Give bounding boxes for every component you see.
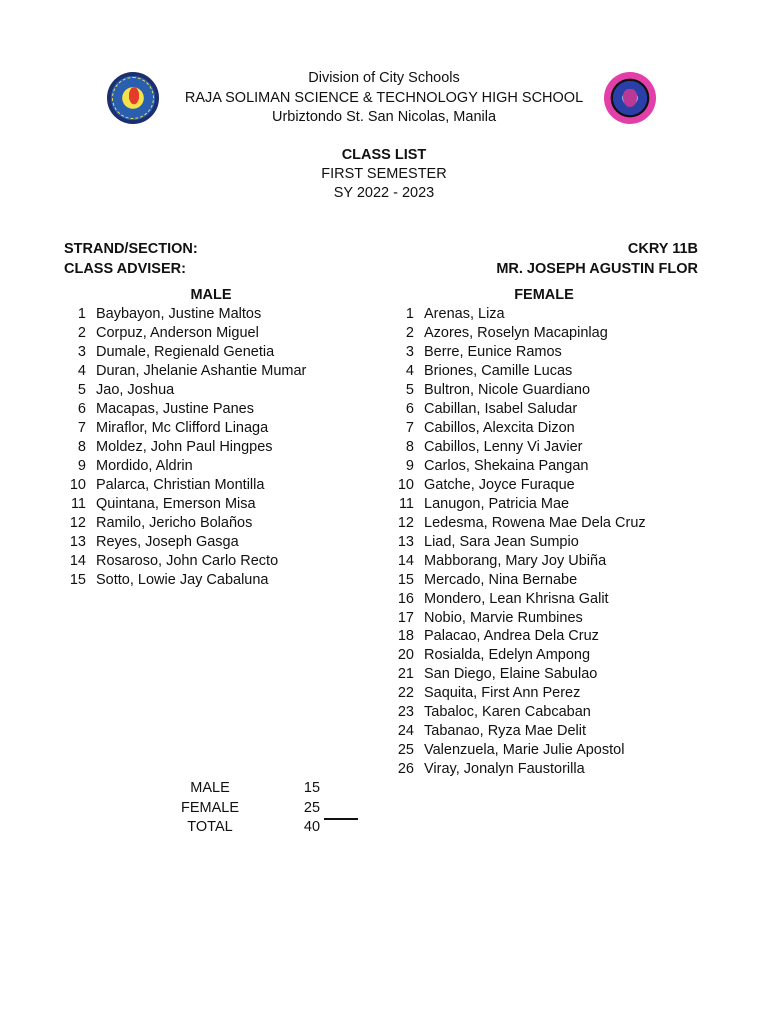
student-row [64, 438, 306, 457]
student-row [392, 533, 646, 552]
student-name: Arenas, Liza [424, 306, 505, 322]
student-row [64, 552, 306, 571]
student-name: Berre, Eunice Ramos [424, 343, 562, 360]
student-row [392, 419, 646, 438]
student-row [64, 533, 306, 552]
student-name: Mercado, Nina Bernabe [424, 571, 578, 588]
student-name: Saquita, First Ann Perez [424, 685, 581, 702]
totals-row-female [150, 799, 380, 819]
student-row [392, 438, 646, 457]
student-name: Dumale, Regienald Genetia [96, 343, 275, 360]
student-row [64, 419, 306, 438]
student-number: 24 [397, 723, 414, 740]
totals-row-total [150, 818, 380, 838]
student-name: Viray, Jonalyn Faustorilla [424, 761, 585, 778]
total-male-label: MALE [190, 780, 230, 796]
student-name: Macapas, Justine Panes [96, 400, 254, 417]
student-name: Nobio, Marvie Rumbines [424, 609, 583, 626]
female-heading: FEMALE [514, 287, 574, 303]
student-name: Reyes, Joseph Gasga [96, 533, 239, 550]
student-row [64, 495, 306, 514]
student-name: Jao, Joshua [96, 381, 175, 398]
student-number: 21 [397, 666, 414, 683]
student-row [64, 476, 306, 495]
student-row [392, 722, 646, 741]
student-row [392, 495, 646, 514]
student-number: 11 [398, 495, 414, 512]
student-row [392, 457, 646, 476]
student-row [392, 571, 646, 590]
student-number: 8 [405, 438, 414, 455]
total-label: TOTAL [187, 819, 233, 836]
student-number: 25 [397, 742, 414, 759]
student-number: 1 [405, 306, 414, 322]
totals-underline [324, 818, 358, 820]
student-name: Palacao, Andrea Dela Cruz [424, 628, 599, 645]
student-name: Mondero, Lean Khrisna Galit [424, 590, 609, 607]
student-row [64, 381, 306, 400]
student-number: 17 [397, 609, 414, 626]
student-number: 15 [397, 571, 414, 588]
student-name: Rosaroso, John Carlo Recto [96, 552, 279, 569]
totals-row-male [150, 779, 380, 799]
student-number: 9 [77, 457, 86, 474]
student-number: 14 [69, 552, 86, 569]
student-row [392, 400, 646, 419]
student-row [392, 741, 646, 760]
totals-summary [150, 779, 380, 838]
student-name: Tabanao, Ryza Mae Delit [424, 723, 586, 740]
student-name: Corpuz, Anderson Miguel [96, 324, 259, 341]
student-number: 2 [405, 324, 414, 341]
student-number: 3 [405, 343, 414, 360]
student-number: 3 [77, 343, 86, 360]
adviser-value: MR. JOSEPH AGUSTIN FLOR [496, 261, 698, 277]
student-row [64, 457, 306, 476]
student-name: Mordido, Aldrin [96, 457, 193, 474]
student-row [64, 571, 306, 590]
school-address: Urbiztondo St. San Nicolas, Manila [271, 109, 497, 125]
student-row [392, 627, 646, 646]
student-row [64, 400, 306, 419]
student-number: 13 [69, 533, 86, 550]
student-name: Cabillos, Lenny Vi Javier [424, 438, 583, 455]
student-name: Cabillos, Alexcita Dizon [424, 419, 575, 436]
student-number: 12 [69, 514, 86, 531]
student-name: Tabaloc, Karen Cabcaban [424, 704, 591, 721]
student-row [392, 381, 646, 400]
student-row [392, 609, 646, 628]
school-year: SY 2022 - 2023 [333, 185, 435, 201]
student-number: 14 [397, 552, 414, 569]
student-name: Quintana, Emerson Misa [96, 495, 256, 512]
student-row [64, 343, 306, 362]
student-row [392, 362, 646, 381]
student-row [392, 590, 646, 609]
student-name: Ledesma, Rowena Mae Dela Cruz [424, 514, 646, 531]
student-name: Mabborang, Mary Joy Ubiña [424, 552, 607, 569]
total-value: 40 [303, 819, 321, 836]
student-number: 7 [405, 419, 414, 436]
student-number: 10 [69, 476, 86, 493]
student-row [64, 305, 306, 324]
student-name: Rosialda, Edelyn Ampong [424, 647, 591, 664]
student-name: Sotto, Lowie Jay Cabaluna [96, 571, 269, 588]
student-number: 6 [405, 400, 414, 417]
female-student-list [392, 305, 646, 779]
student-number: 7 [77, 419, 86, 436]
student-number: 6 [77, 400, 86, 417]
student-row [392, 305, 646, 324]
student-row [392, 514, 646, 533]
student-number: 22 [397, 685, 414, 702]
student-number: 10 [397, 476, 414, 493]
student-name: Briones, Camille Lucas [424, 362, 573, 379]
student-number: 9 [405, 457, 414, 474]
student-number: 8 [77, 438, 86, 455]
student-row [64, 514, 306, 533]
student-number: 2 [77, 324, 86, 341]
student-name: Liad, Sara Jean Sumpio [424, 533, 579, 550]
school-name: RAJA SOLIMAN SCIENCE & TECHNOLOGY HIGH SCHOOL [184, 90, 584, 106]
student-number: 18 [397, 628, 414, 645]
student-row [64, 362, 306, 381]
total-female-label: FEMALE [180, 799, 239, 816]
student-number: 12 [397, 514, 414, 531]
adviser-label: CLASS ADVISER: [64, 261, 186, 277]
total-male-value: 15 [303, 780, 321, 796]
student-number: 5 [405, 381, 414, 398]
student-number: 16 [397, 590, 414, 607]
student-row [392, 324, 646, 343]
student-name: Valenzuela, Marie Julie Apostol [424, 742, 625, 759]
semester: FIRST SEMESTER [321, 166, 447, 182]
male-student-list [64, 305, 306, 590]
student-number: 23 [397, 704, 414, 721]
student-number: 13 [397, 533, 414, 550]
student-name: Duran, Jhelanie Ashantie Mumar [96, 362, 307, 379]
student-name: Moldez, John Paul Hingpes [96, 438, 273, 455]
student-number: 15 [69, 571, 86, 588]
student-number: 1 [77, 306, 86, 322]
student-name: Miraflor, Mc Clifford Linaga [96, 419, 269, 436]
student-number: 20 [397, 647, 414, 664]
document-title: CLASS LIST [341, 147, 427, 163]
student-name: Ramilo, Jericho Bolaños [96, 514, 253, 531]
student-row [392, 552, 646, 571]
student-name: Bultron, Nicole Guardiano [424, 381, 591, 398]
strand-value: CKRY 11B [627, 241, 698, 257]
student-name: Gatche, Joyce Furaque [424, 476, 575, 493]
student-row [392, 760, 646, 779]
student-row [392, 646, 646, 665]
student-row [392, 703, 646, 722]
student-number: 4 [77, 362, 86, 379]
student-number: 5 [77, 381, 86, 398]
student-name: Cabillan, Isabel Saludar [424, 400, 578, 417]
student-name: Baybayon, Justine Maltos [96, 306, 262, 322]
student-row [392, 684, 646, 703]
student-row [392, 665, 646, 684]
total-female-value: 25 [303, 799, 321, 816]
student-row [64, 324, 306, 343]
student-row [392, 343, 646, 362]
student-name: Azores, Roselyn Macapinlag [424, 324, 608, 341]
student-number: 11 [70, 495, 86, 512]
student-number: 26 [397, 761, 414, 778]
strand-label: STRAND/SECTION: [64, 241, 198, 257]
student-name: Carlos, Shekaina Pangan [424, 457, 589, 474]
student-name: San Diego, Elaine Sabulao [424, 666, 598, 683]
student-row [392, 476, 646, 495]
student-name: Palarca, Christian Montilla [96, 476, 265, 493]
student-number: 4 [405, 362, 414, 379]
male-heading: MALE [190, 287, 232, 303]
student-name: Lanugon, Patricia Mae [424, 495, 570, 512]
division-name: Division of City Schools [308, 70, 460, 86]
